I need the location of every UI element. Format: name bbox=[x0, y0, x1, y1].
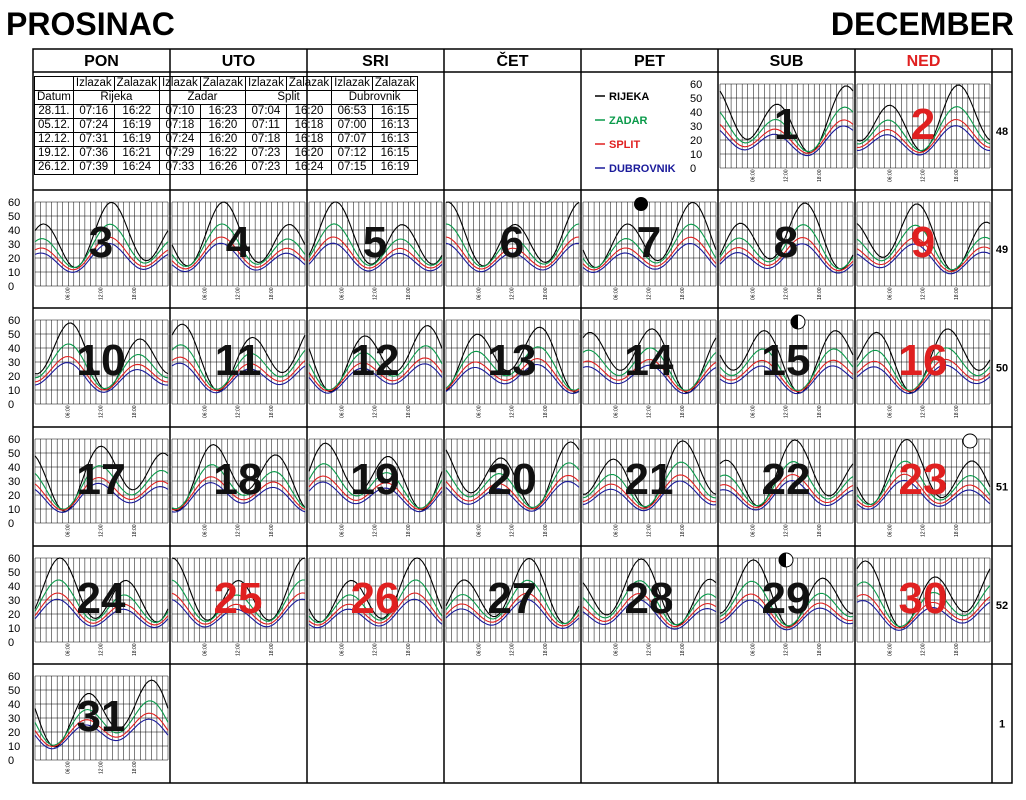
col-header-rise: Izlazak bbox=[332, 77, 373, 91]
level-tick-label: 60 bbox=[8, 553, 21, 565]
time-tick-label: 18:00 bbox=[131, 287, 138, 300]
time-tick-label: 06:00 bbox=[339, 287, 346, 300]
time-tick-label: 12:00 bbox=[783, 287, 790, 300]
day-number: 25 bbox=[213, 574, 263, 623]
day-number: 17 bbox=[76, 455, 126, 504]
level-tick-label: 0 bbox=[8, 399, 15, 411]
level-tick-label: 60 bbox=[8, 315, 21, 327]
day-number: 22 bbox=[761, 455, 811, 504]
level-tick-label: 20 bbox=[8, 253, 21, 265]
time-cell: 07:18 bbox=[246, 133, 287, 147]
time-cell: 07:23 bbox=[246, 147, 287, 161]
day-number: 28 bbox=[624, 574, 674, 623]
weekday-header-5: SUB bbox=[769, 53, 804, 70]
level-tick-label: 40 bbox=[8, 699, 21, 711]
time-tick-label: 06:00 bbox=[750, 524, 757, 537]
time-tick-label: 06:00 bbox=[476, 405, 483, 418]
time-tick-label: 12:00 bbox=[98, 524, 105, 537]
time-tick-label: 18:00 bbox=[679, 524, 686, 537]
time-cell: 07:12 bbox=[332, 147, 373, 161]
time-tick-label: 12:00 bbox=[920, 524, 927, 537]
weekday-header-2: SRI bbox=[362, 53, 389, 70]
level-tick-label: 10 bbox=[8, 504, 21, 516]
time-tick-label: 18:00 bbox=[542, 287, 549, 300]
level-tick-label: 60 bbox=[690, 79, 703, 91]
time-tick-label: 18:00 bbox=[268, 287, 275, 300]
time-cell: 07:15 bbox=[332, 161, 373, 175]
weekday-header-1: UTO bbox=[221, 53, 256, 70]
time-tick-label: 18:00 bbox=[816, 287, 823, 300]
day-number: 21 bbox=[624, 455, 674, 504]
time-cell: 07:24 bbox=[73, 119, 114, 133]
time-cell: 07:39 bbox=[73, 161, 114, 175]
time-tick-label: 12:00 bbox=[783, 169, 790, 182]
weekday-header-6: NED bbox=[906, 53, 941, 70]
time-cell: 06:53 bbox=[332, 105, 373, 119]
time-cell: 16:22 bbox=[114, 105, 159, 119]
day-number: 18 bbox=[213, 455, 263, 504]
level-tick-label: 20 bbox=[8, 727, 21, 739]
day-number: 24 bbox=[76, 574, 126, 623]
time-cell: 07:36 bbox=[73, 147, 114, 161]
level-tick-label: 0 bbox=[8, 281, 15, 293]
time-tick-label: 18:00 bbox=[405, 287, 412, 300]
time-tick-label: 06:00 bbox=[613, 643, 620, 656]
date-cell: 28.11. bbox=[35, 105, 74, 119]
city-header-zadar: Zadar bbox=[159, 91, 245, 105]
new-moon-icon bbox=[634, 197, 648, 211]
level-tick-label: 20 bbox=[8, 609, 21, 621]
time-tick-label: 06:00 bbox=[202, 405, 209, 418]
table-corner-cell bbox=[35, 77, 74, 91]
day-number: 19 bbox=[350, 455, 400, 504]
level-tick-label: 50 bbox=[8, 448, 21, 460]
time-cell: 07:04 bbox=[246, 105, 287, 119]
time-cell: 16:18 bbox=[286, 133, 331, 147]
time-tick-label: 12:00 bbox=[920, 643, 927, 656]
time-tick-label: 18:00 bbox=[131, 405, 138, 418]
time-cell: 07:07 bbox=[332, 133, 373, 147]
time-tick-label: 18:00 bbox=[953, 643, 960, 656]
time-tick-label: 18:00 bbox=[131, 524, 138, 537]
col-header-set: Zalazak bbox=[114, 77, 159, 91]
time-tick-label: 12:00 bbox=[509, 643, 516, 656]
day-number: 11 bbox=[214, 336, 262, 385]
time-tick-label: 12:00 bbox=[235, 643, 242, 656]
col-header-set: Zalazak bbox=[286, 77, 331, 91]
time-cell: 07:24 bbox=[159, 133, 200, 147]
level-tick-label: 10 bbox=[8, 741, 21, 753]
time-tick-label: 18:00 bbox=[268, 524, 275, 537]
week-number: 48 bbox=[995, 126, 1009, 138]
city-header-split: Split bbox=[246, 91, 332, 105]
time-cell: 16:13 bbox=[372, 119, 417, 133]
level-tick-label: 10 bbox=[8, 623, 21, 635]
sunrise-sunset-table bbox=[34, 76, 418, 175]
time-cell: 16:15 bbox=[372, 105, 417, 119]
table-row bbox=[35, 119, 418, 133]
time-tick-label: 06:00 bbox=[339, 524, 346, 537]
level-tick-label: 40 bbox=[8, 581, 21, 593]
date-cell: 05.12. bbox=[35, 119, 74, 133]
time-tick-label: 12:00 bbox=[646, 643, 653, 656]
legend-label: SPLIT bbox=[609, 139, 641, 151]
time-tick-label: 06:00 bbox=[887, 169, 894, 182]
level-tick-label: 20 bbox=[8, 490, 21, 502]
time-tick-label: 12:00 bbox=[372, 405, 379, 418]
day-number: 3 bbox=[88, 218, 114, 267]
level-tick-label: 0 bbox=[690, 163, 697, 175]
level-tick-label: 50 bbox=[8, 211, 21, 223]
day-number: 2 bbox=[910, 100, 936, 149]
time-cell: 16:19 bbox=[114, 119, 159, 133]
time-cell: 16:19 bbox=[114, 133, 159, 147]
time-tick-label: 06:00 bbox=[339, 405, 346, 418]
level-tick-label: 0 bbox=[8, 637, 15, 649]
level-tick-label: 30 bbox=[8, 239, 21, 251]
time-tick-label: 18:00 bbox=[542, 643, 549, 656]
city-header-rijeka: Rijeka bbox=[73, 91, 159, 105]
time-tick-label: 18:00 bbox=[405, 524, 412, 537]
weekday-header-4: PET bbox=[633, 53, 666, 70]
time-tick-label: 12:00 bbox=[372, 287, 379, 300]
time-tick-label: 18:00 bbox=[816, 169, 823, 182]
level-tick-label: 10 bbox=[8, 385, 21, 397]
time-cell: 07:23 bbox=[246, 161, 287, 175]
level-tick-label: 60 bbox=[8, 197, 21, 209]
time-tick-label: 06:00 bbox=[476, 643, 483, 656]
legend-label: RIJEKA bbox=[609, 91, 650, 103]
datum-label: Datum bbox=[35, 91, 74, 105]
time-tick-label: 06:00 bbox=[65, 524, 72, 537]
col-header-set: Zalazak bbox=[372, 77, 417, 91]
time-tick-label: 06:00 bbox=[887, 524, 894, 537]
col-header-set: Zalazak bbox=[200, 77, 245, 91]
table-city-row bbox=[35, 91, 418, 105]
level-tick-label: 20 bbox=[8, 371, 21, 383]
time-tick-label: 12:00 bbox=[235, 524, 242, 537]
time-tick-label: 06:00 bbox=[65, 643, 72, 656]
level-tick-label: 50 bbox=[8, 685, 21, 697]
time-tick-label: 12:00 bbox=[646, 405, 653, 418]
time-cell: 16:19 bbox=[372, 161, 417, 175]
time-tick-label: 06:00 bbox=[750, 169, 757, 182]
table-row bbox=[35, 161, 418, 175]
time-tick-label: 18:00 bbox=[816, 405, 823, 418]
level-tick-label: 50 bbox=[690, 93, 703, 105]
time-cell: 16:20 bbox=[286, 105, 331, 119]
time-cell: 07:16 bbox=[73, 105, 114, 119]
time-cell: 16:24 bbox=[114, 161, 159, 175]
time-tick-label: 12:00 bbox=[783, 643, 790, 656]
time-cell: 07:29 bbox=[159, 147, 200, 161]
time-cell: 07:00 bbox=[332, 119, 373, 133]
time-tick-label: 06:00 bbox=[750, 405, 757, 418]
table-row bbox=[35, 133, 418, 147]
col-header-rise: Izlazak bbox=[73, 77, 114, 91]
day-number: 30 bbox=[898, 574, 948, 623]
level-tick-label: 50 bbox=[8, 329, 21, 341]
table-row bbox=[35, 105, 418, 119]
time-cell: 16:22 bbox=[200, 147, 245, 161]
level-tick-label: 30 bbox=[690, 121, 703, 133]
day-number: 8 bbox=[773, 218, 799, 267]
time-tick-label: 06:00 bbox=[750, 287, 757, 300]
time-cell: 16:21 bbox=[114, 147, 159, 161]
legend-label: ZADAR bbox=[609, 115, 648, 127]
time-tick-label: 12:00 bbox=[509, 524, 516, 537]
time-tick-label: 06:00 bbox=[339, 643, 346, 656]
time-cell: 16:20 bbox=[200, 133, 245, 147]
time-tick-label: 12:00 bbox=[98, 287, 105, 300]
day-number: 10 bbox=[76, 336, 126, 385]
time-tick-label: 06:00 bbox=[202, 524, 209, 537]
day-number: 16 bbox=[898, 336, 948, 385]
week-number: 1 bbox=[998, 718, 1006, 731]
time-tick-label: 18:00 bbox=[679, 643, 686, 656]
time-cell: 16:20 bbox=[200, 119, 245, 133]
time-tick-label: 06:00 bbox=[65, 761, 72, 774]
time-tick-label: 06:00 bbox=[476, 287, 483, 300]
day-number: 9 bbox=[910, 218, 936, 267]
time-tick-label: 06:00 bbox=[750, 643, 757, 656]
level-tick-label: 60 bbox=[8, 671, 21, 683]
level-tick-label: 30 bbox=[8, 713, 21, 725]
date-cell: 12.12. bbox=[35, 133, 74, 147]
weekday-header-0: PON bbox=[84, 53, 119, 70]
day-number: 26 bbox=[350, 574, 400, 623]
time-tick-label: 18:00 bbox=[405, 405, 412, 418]
time-tick-label: 18:00 bbox=[131, 761, 138, 774]
week-number: 49 bbox=[995, 244, 1009, 256]
level-tick-label: 30 bbox=[8, 476, 21, 488]
time-tick-label: 06:00 bbox=[202, 287, 209, 300]
time-cell: 07:18 bbox=[159, 119, 200, 133]
time-tick-label: 18:00 bbox=[679, 405, 686, 418]
time-tick-label: 12:00 bbox=[920, 287, 927, 300]
time-tick-label: 06:00 bbox=[613, 405, 620, 418]
time-tick-label: 18:00 bbox=[405, 643, 412, 656]
level-tick-label: 40 bbox=[8, 225, 21, 237]
day-number: 4 bbox=[225, 218, 251, 267]
time-tick-label: 06:00 bbox=[887, 405, 894, 418]
legend-label: DUBROVNIK bbox=[609, 163, 676, 175]
time-tick-label: 12:00 bbox=[509, 405, 516, 418]
day-number: 12 bbox=[350, 336, 400, 385]
time-cell: 16:20 bbox=[286, 147, 331, 161]
date-cell: 19.12. bbox=[35, 147, 74, 161]
month-title-croatian: PROSINAC bbox=[6, 6, 175, 42]
time-tick-label: 18:00 bbox=[953, 405, 960, 418]
time-cell: 16:13 bbox=[372, 133, 417, 147]
level-tick-label: 60 bbox=[8, 434, 21, 446]
time-cell: 16:24 bbox=[286, 161, 331, 175]
time-cell: 16:18 bbox=[286, 119, 331, 133]
time-tick-label: 12:00 bbox=[920, 169, 927, 182]
time-cell: 16:26 bbox=[200, 161, 245, 175]
day-number: 27 bbox=[487, 574, 537, 623]
time-tick-label: 18:00 bbox=[816, 524, 823, 537]
time-tick-label: 12:00 bbox=[98, 643, 105, 656]
week-number: 52 bbox=[995, 600, 1009, 612]
time-tick-label: 06:00 bbox=[887, 287, 894, 300]
level-tick-label: 40 bbox=[8, 343, 21, 355]
week-number: 50 bbox=[995, 362, 1009, 375]
col-header-rise: Izlazak bbox=[246, 77, 287, 91]
time-tick-label: 06:00 bbox=[202, 643, 209, 656]
time-tick-label: 12:00 bbox=[98, 761, 105, 774]
day-number: 23 bbox=[898, 455, 948, 504]
table-header-row bbox=[35, 77, 418, 91]
time-tick-label: 12:00 bbox=[646, 287, 653, 300]
level-tick-label: 40 bbox=[8, 462, 21, 474]
day-number: 1 bbox=[773, 100, 799, 149]
time-tick-label: 18:00 bbox=[542, 405, 549, 418]
time-tick-label: 12:00 bbox=[783, 405, 790, 418]
day-number: 31 bbox=[76, 692, 126, 741]
day-number: 14 bbox=[624, 336, 674, 385]
date-cell: 26.12. bbox=[35, 161, 74, 175]
full-moon-icon bbox=[963, 434, 977, 448]
time-tick-label: 12:00 bbox=[98, 405, 105, 418]
time-tick-label: 18:00 bbox=[131, 643, 138, 656]
time-tick-label: 18:00 bbox=[953, 287, 960, 300]
day-number: 7 bbox=[636, 218, 662, 267]
level-tick-label: 20 bbox=[690, 135, 703, 147]
day-number: 20 bbox=[487, 455, 537, 504]
time-tick-label: 18:00 bbox=[268, 643, 275, 656]
time-tick-label: 12:00 bbox=[372, 524, 379, 537]
time-tick-label: 06:00 bbox=[476, 524, 483, 537]
day-number: 15 bbox=[761, 336, 811, 385]
weekday-header-3: ČET bbox=[496, 53, 529, 70]
table-row bbox=[35, 147, 418, 161]
time-tick-label: 06:00 bbox=[887, 643, 894, 656]
level-tick-label: 40 bbox=[690, 107, 703, 119]
time-cell: 16:23 bbox=[200, 105, 245, 119]
level-tick-label: 30 bbox=[8, 595, 21, 607]
time-cell: 07:33 bbox=[159, 161, 200, 175]
time-tick-label: 18:00 bbox=[679, 287, 686, 300]
time-tick-label: 18:00 bbox=[953, 524, 960, 537]
day-number: 29 bbox=[761, 574, 811, 623]
time-tick-label: 18:00 bbox=[542, 524, 549, 537]
level-tick-label: 0 bbox=[8, 518, 15, 530]
time-tick-label: 06:00 bbox=[65, 287, 72, 300]
time-cell: 07:11 bbox=[246, 119, 287, 133]
time-tick-label: 06:00 bbox=[613, 287, 620, 300]
time-cell: 07:10 bbox=[159, 105, 200, 119]
time-tick-label: 12:00 bbox=[783, 524, 790, 537]
level-tick-label: 10 bbox=[690, 149, 703, 161]
time-tick-label: 12:00 bbox=[509, 287, 516, 300]
time-tick-label: 18:00 bbox=[816, 643, 823, 656]
week-number: 51 bbox=[995, 481, 1009, 494]
level-tick-label: 50 bbox=[8, 567, 21, 579]
day-number: 5 bbox=[362, 218, 388, 267]
day-number: 13 bbox=[487, 336, 537, 385]
time-tick-label: 18:00 bbox=[953, 169, 960, 182]
col-header-rise: Izlazak bbox=[159, 77, 200, 91]
level-tick-label: 10 bbox=[8, 267, 21, 279]
month-title-english: DECEMBER bbox=[830, 6, 1014, 42]
time-tick-label: 12:00 bbox=[920, 405, 927, 418]
day-number: 6 bbox=[499, 218, 525, 267]
city-header-dubrovnik: Dubrovnik bbox=[332, 91, 418, 105]
time-cell: 16:15 bbox=[372, 147, 417, 161]
time-tick-label: 12:00 bbox=[235, 405, 242, 418]
time-tick-label: 06:00 bbox=[613, 524, 620, 537]
time-tick-label: 06:00 bbox=[65, 405, 72, 418]
level-tick-label: 0 bbox=[8, 755, 15, 767]
last-quarter-moon-shade bbox=[779, 553, 786, 567]
time-tick-label: 12:00 bbox=[372, 643, 379, 656]
level-tick-label: 30 bbox=[8, 357, 21, 369]
time-tick-label: 12:00 bbox=[235, 287, 242, 300]
time-tick-label: 12:00 bbox=[646, 524, 653, 537]
time-cell: 07:31 bbox=[73, 133, 114, 147]
time-tick-label: 18:00 bbox=[268, 405, 275, 418]
